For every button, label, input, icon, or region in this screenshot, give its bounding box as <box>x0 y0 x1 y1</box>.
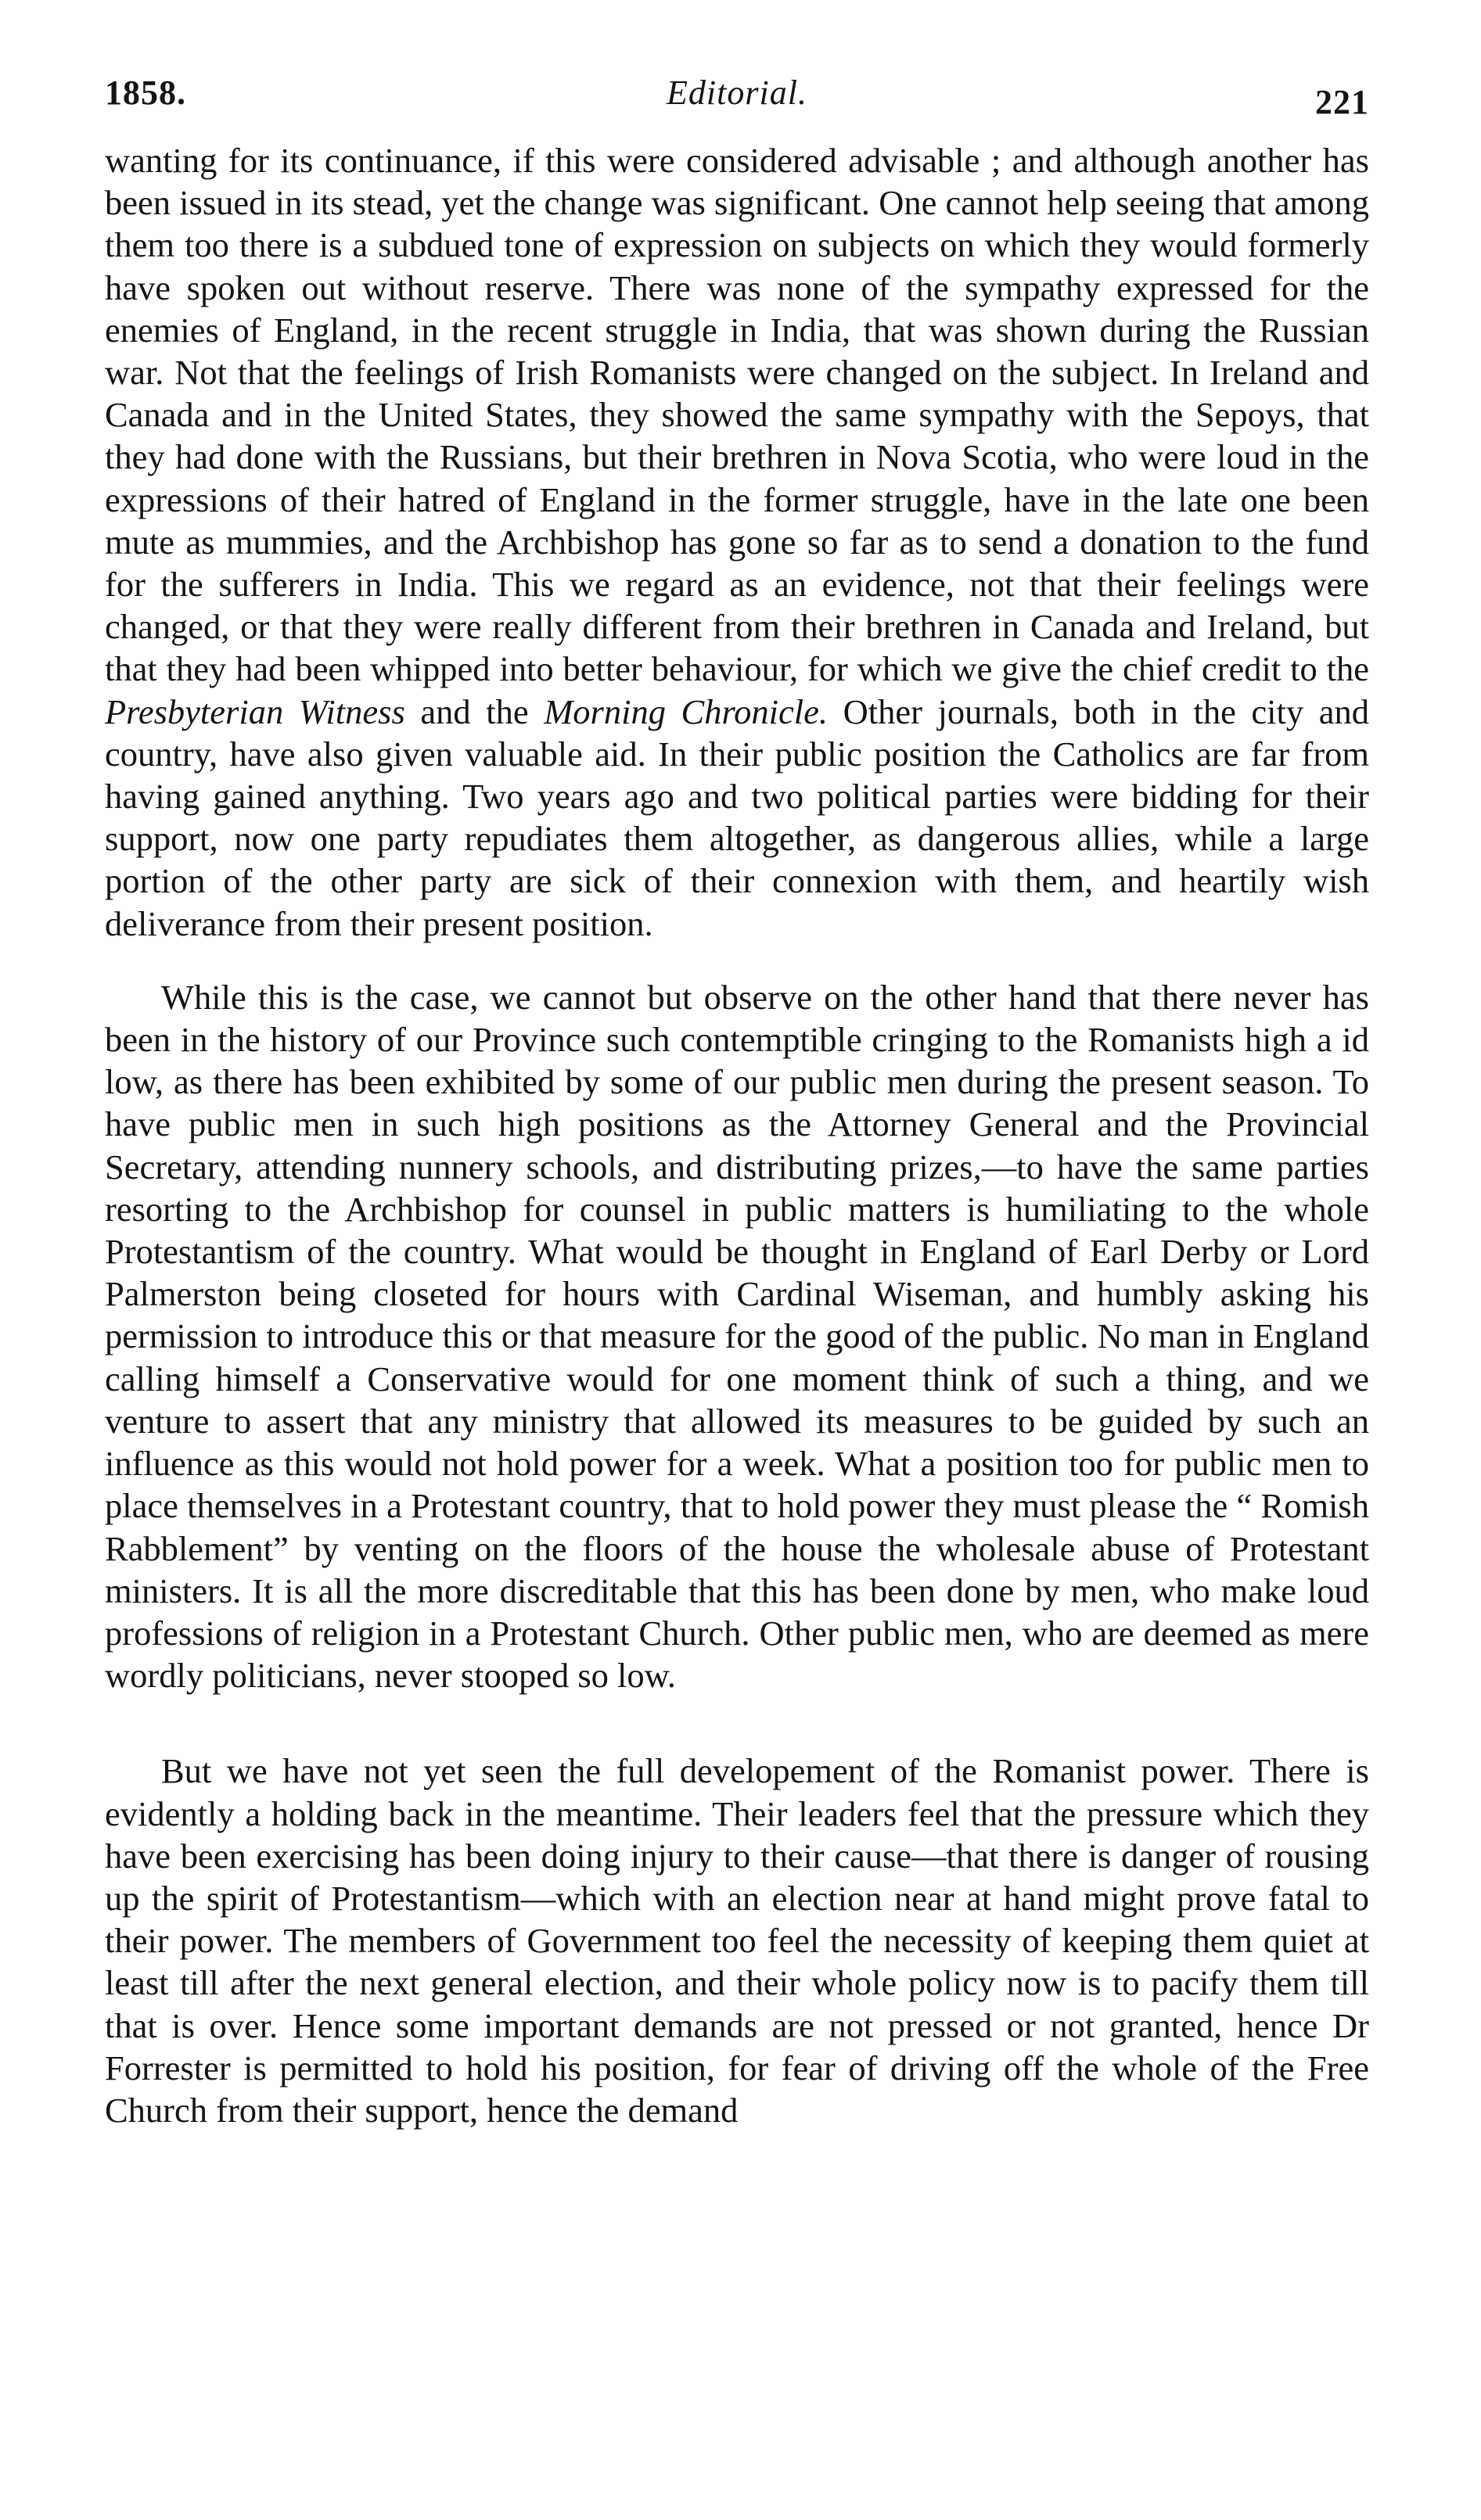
paragraph-3: But we have not yet seen the full developement of the Romanist power. There is evidently a holding back in the meantime. Their leaders feel that the pressure which they have been exercising has been doing injury to their cause—that there is danger of rousing up the spirit of Protestantism—which with an election near at hand might prove fatal to their power. The members of Government too feel the necessity of keeping them quiet at least till after the next general election, and their whole policy now is to pacify them till that is over. Hence some important demands are not pressed or not granted, hence Dr Forrester is permitted to hold his position, for fear of driving off the whole of the Free Church from their support, hence the demand <box>105 1751 1369 2130</box>
year-label: 1858. <box>105 74 186 112</box>
paragraph-1 <box>105 139 1369 945</box>
section-title: Editorial. <box>667 74 807 112</box>
paragraph-1-text-a: wanting for its continuance, if this were considered advisable ; and although another has been issued in its stead, yet the change was significant. One cannot help seeing that among them too there is a subdued tone of expression on subjects on which they would formerly have spoken out without reserve. There was none of the sympathy expressed for the enemies of England, in the recent struggle in India, that was shown during the Russian war. Not that the feelings of Irish Romanists were changed on the subject. In Ireland and Canada and in the United States, they showed the same sympathy with the Sepoys, that they had done with the Russians, but their brethren in Nova Scotia, who were loud in the expressions of their hatred of England in the former struggle, have in the late one been mute as mummies, and the Archbishop has gone so far as to send a donation to the fund for the sufferers in India. This we regard as an evidence, not that their feelings were changed, or that they were really different from their brethren in Canada and Ireland, but that they had been whipped into better behaviour, for which we give the chief credit to the <box>105 141 1369 689</box>
paragraph-1-text-b: and the <box>404 691 545 731</box>
page-number: 221 <box>1315 83 1369 121</box>
paragraph-1-text-c: Other journals, both in the city and country, have also given valuable aid. In their public position the Catholics are far from having gained anything. Two years ago and two political parties were bidding for their support, now one party repudiates them altogether, as dangerous allies, while a large portion of the other party are sick of their connexion with them, and heartily wish deliverance from their present position. <box>105 691 1369 943</box>
paragraph-2: While this is the case, we cannot but observe on the other hand that there never has been in the history of our Province such contemptible cringing to the Romanists high a id low, as there has been exhibited by some of our public men during the present season. To have public men in such high positions as the Attorney General and the Provincial Secretary, attending nunnery schools, and distributing prizes,—to have the same parties resorting to the Archbishop for counsel in public matters is humiliating to the whole Protestantism of the country. What would be thought in England of Earl Derby or Lord Palmerston being closeted for hours with Cardinal Wiseman, and humbly asking his permission to introduce this or that measure for the good of the public. No man in England calling himself a Conservative would for one moment think of such a thing, and we venture to assert that any ministry that allowed its measures to be guided by such an influence as this would not hold power for a week. What a position too for public men to place themselves in a Protestant country, that to hold power they must please the “ Romish Rabblement” by venting on the floors of the house the wholesale abuse of Protestant ministers. It is all the more discreditable that this has been done by men, who make loud professions of religion in a Protestant Church. Other public men, who are deemed as mere wordly politicians, never stooped so low. <box>105 977 1369 1696</box>
running-head <box>105 66 1369 120</box>
presbyterian-witness-title: Presbyterian Witness <box>105 691 405 731</box>
morning-chronicle-title: Morning Chronicle. <box>544 691 828 731</box>
editorial-body <box>105 139 1369 2131</box>
